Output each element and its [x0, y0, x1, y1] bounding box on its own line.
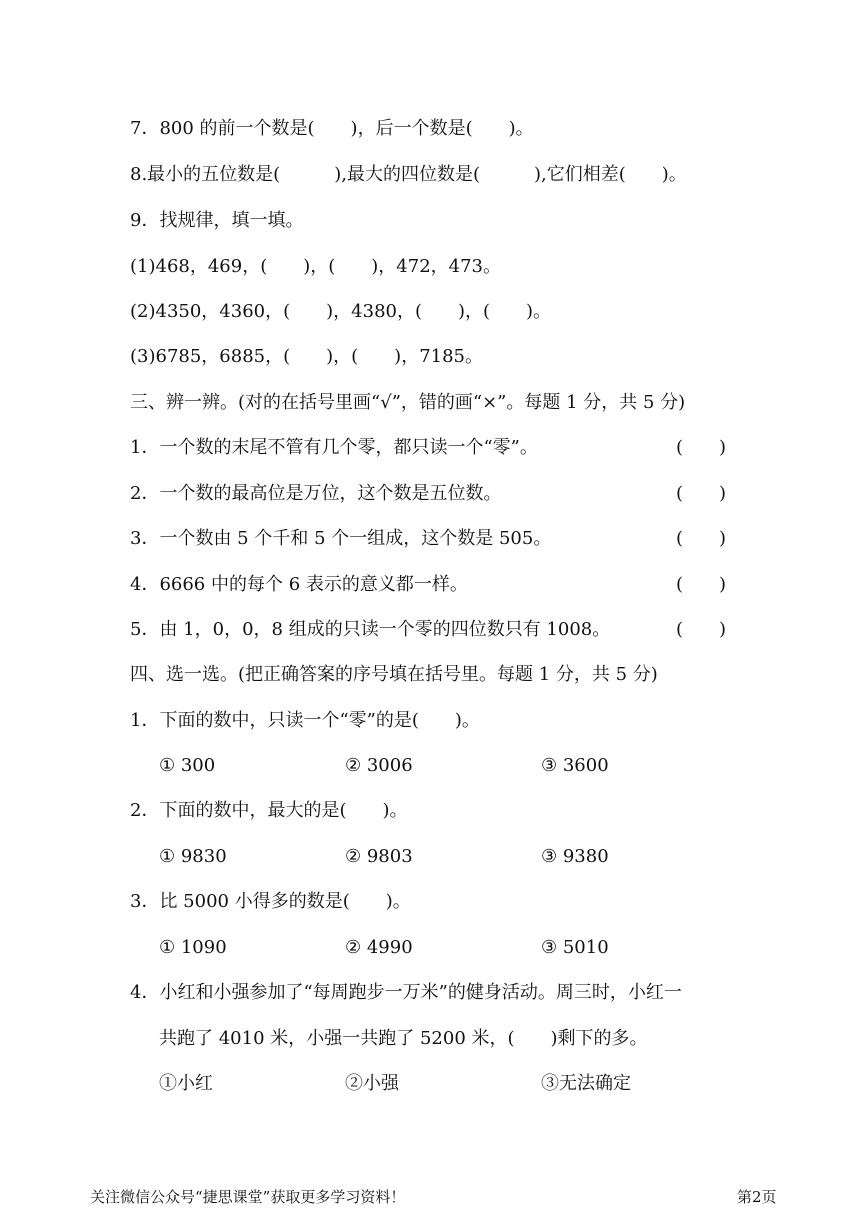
judge-answer-blank-4: ( ): [676, 574, 727, 595]
judge-answer-blank-2: ( ): [676, 483, 727, 504]
choose-q2-option-3: ③ 9380: [541, 846, 609, 867]
choose-q1-option-2: ② 3006: [345, 755, 413, 776]
choose-q4-option-3: ③无法确定: [541, 1073, 631, 1094]
choose-q1-option-1: ① 300: [159, 755, 216, 776]
judge-item-1: 1．一个数的末尾不管有几个零，都只读一个“零”。: [130, 437, 538, 458]
question-9-part-3: (3)6785，6885，( )，( )，7185。: [130, 346, 484, 367]
judge-answer-blank-5: ( ): [676, 619, 727, 640]
choose-q4-option-2: ②小强: [345, 1073, 399, 1094]
choose-q3-option-2: ② 4990: [345, 937, 413, 958]
question-9: 9．找规律，填一填。: [130, 210, 304, 231]
judge-answer-blank-1: ( ): [676, 437, 727, 458]
judge-item-3: 3．一个数由 5 个千和 5 个一组成，这个数是 505。: [130, 528, 552, 549]
judge-item-5: 5．由 1，0，0，8 组成的只读一个零的四位数只有 1008。: [130, 619, 611, 640]
page-number: 第2页: [737, 1188, 777, 1206]
judge-item-4: 4．6666 中的每个 6 表示的意义都一样。: [130, 574, 468, 595]
choose-q2-option-2: ② 9803: [345, 846, 413, 867]
choose-q3-option-3: ③ 5010: [541, 937, 609, 958]
judge-answer-blank-3: ( ): [676, 528, 727, 549]
question-9-part-2: (2)4350，4360，( )，4380，( )，( )。: [130, 301, 552, 322]
footer-promo: 关注微信公众号“捷思课堂”获取更多学习资料！: [90, 1188, 406, 1206]
choose-question-2: 2．下面的数中，最大的是( )。: [130, 800, 408, 821]
judge-heading: 三、辨一辨。(对的在括号里画“√”，错的画“×”。每题 1 分，共 5 分): [130, 392, 686, 413]
choose-q4-option-1: ①小红: [159, 1073, 213, 1094]
judge-item-2: 2．一个数的最高位是万位，这个数是五位数。: [130, 483, 502, 504]
choose-q2-option-1: ① 9830: [159, 846, 227, 867]
choose-heading: 四、选一选。(把正确答案的序号填在括号里。每题 1 分，共 5 分): [130, 664, 658, 685]
choose-q1-option-3: ③ 3600: [541, 755, 609, 776]
choose-question-3: 3．比 5000 小得多的数是( )。: [130, 891, 411, 912]
question-8: 8.最小的五位数是( ),最大的四位数是( ),它们相差( )。: [130, 164, 687, 185]
choose-question-1: 1．下面的数中，只读一个“零”的是( )。: [130, 710, 480, 731]
question-7: 7．800 的前一个数是( )，后一个数是( )。: [130, 118, 534, 139]
choose-question-4-line-2: 共跑了 4010 米，小强一共跑了 5200 米，( )剩下的多。: [159, 1028, 648, 1049]
choose-q3-option-1: ① 1090: [159, 937, 227, 958]
choose-question-4-line-1: 4．小红和小强参加了“每周跑步一万米”的健身活动。周三时，小红一: [130, 982, 682, 1003]
question-9-part-1: (1)468，469，( )，( )，472，473。: [130, 256, 502, 277]
